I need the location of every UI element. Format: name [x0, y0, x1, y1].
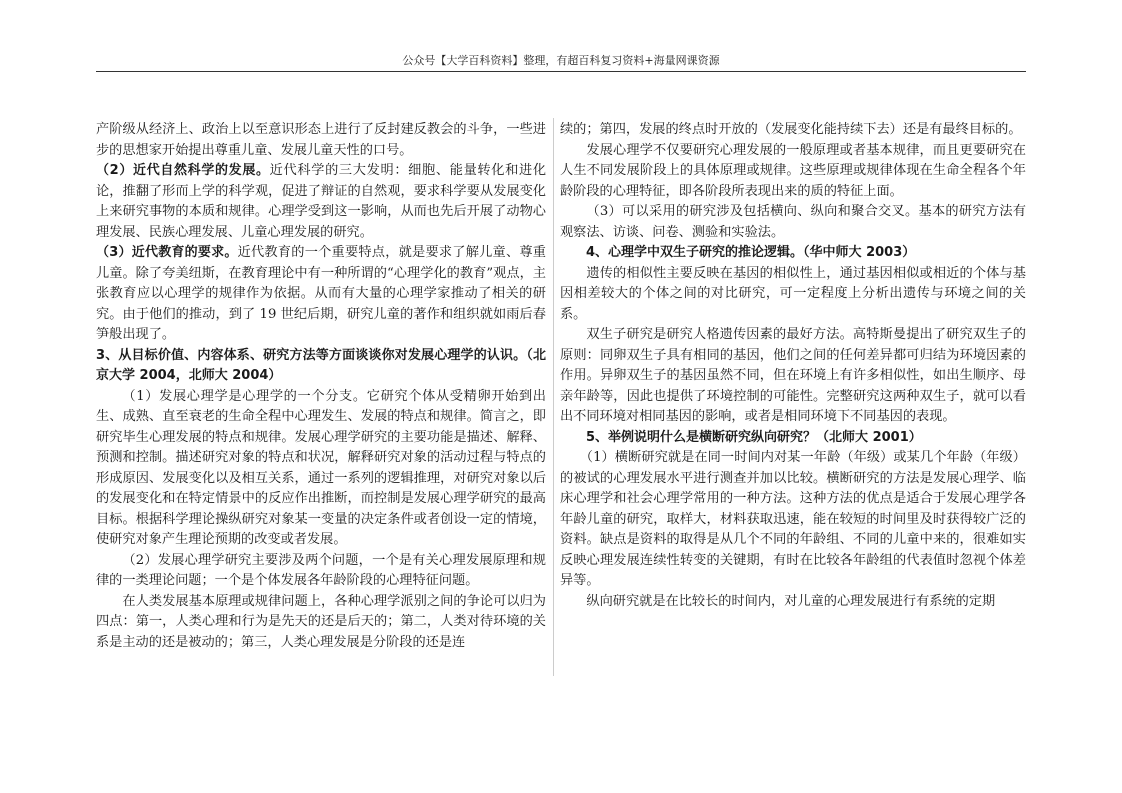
header-rule: [96, 71, 1026, 72]
paragraph: [96, 243, 546, 346]
paragraph: （2）发展心理学研究主要涉及两个问题，一个是有关心理发展原理和规律的一类理论问题；一个是个体发展各年龄阶段的心理特征问题。: [96, 552, 546, 588]
paragraph: 遗传的相似性主要反映在基因的相似性上，通过基因相似或相近的个体与基因相差较大的个体之间的对比研究，可一定程度上分析出遗传与环境之间的关系。: [560, 265, 1026, 322]
paragraph-text: 近代教育的一个重要特点，就是要求了解儿童、尊重儿童。除了夸美纽斯，在教育理论中有一种所谓的“心理学化的教育”观点，主张教育应以心理学的规律作为依据。从而有大量的心理学家推动了相关的研究。由于他们的推动，到了 19 世纪后期，研究儿童的著作和组织就如雨后春笋般出现了。: [96, 245, 546, 342]
question-title: 4、心理学中双生子研究的推论逻辑。（华中师大 2003）: [586, 245, 916, 260]
paragraph: 纵向研究就是在比较长的时间内，对儿童的心理发展进行有系统的定期: [586, 593, 996, 609]
question-title: 5、举例说明什么是横断研究纵向研究？（北师大 2001）: [586, 429, 922, 445]
paragraph: （1）发展心理学是心理学的一个分支。它研究个体从受精卵开始到出生、成熟、直至衰老的生命全程中心理发生、发展的特点和规律。简言之，即研究毕生心理发展的特点和规律。发展心理学研究的主要功能是描述、解释、预测和控制。描述研究对象的特点和状况，解释研究对象的活动过程与特点的形成原因、发展变化以及相互关系，通过一系列的逻辑推理，对研究对象以后的发展变化和在特定情景中的反应作出推断，而控制是发展心理学研究的最高目标。根据科学理论操纵研究对象某一变量的决定条件或者创设一定的情境，使研究对象产生理论预期的改变或者发展。: [96, 388, 546, 547]
page-header: 公众号【大学百科资料】整理，有超百科复习资料+海量网课资源: [402, 54, 720, 67]
paragraph: （1）横断研究就是在同一时间内对某一年龄（年级）或某几个年龄（年级）的被试的心理发展水平进行测查并加以比较。横断研究的方法是发展心理学、临床心理学和社会心理学常用的一种方法。这种方法的优点是适合于发展心理学各年龄儿童的研究，取样大，材料获取迅速，能在较短的时间里及时获得较广泛的资料。缺点是资料的取得是从几个不同的年龄组、不同的儿童中来的，很难如实反映心理发展连续性转变的关键期，有时在比较各年龄组的代表值时忽视个体差异等。: [560, 450, 1026, 588]
paragraph: 续的；第四，发展的终点时开放的（发展变化能持续下去）还是有最终目标的。: [560, 122, 1022, 137]
left-column: [96, 120, 546, 653]
paragraph: （3）可以采用的研究涉及包括横向、纵向和聚合交叉。基本的研究方法有观察法、访谈、问卷、测验和实验法。: [560, 204, 1026, 240]
paragraph-text: 近代科学的三大发明：细胞、能量转化和进化论，推翻了形而上学的科学观，促进了辩证的自然观，要求科学要从发展变化上来研究事物的本质和规律。心理学受到这一影响，从而也先后开展了动物心理发展、民族心理发展、儿童心理发展的研究。: [96, 163, 547, 240]
paragraph: 在人类发展基本原理或规律问题上，各种心理学派别之间的争论可以归为四点：第一，人类心理和行为是先天的还是后天的；第二，人类对待环境的关系是主动的还是被动的；第三，人类心理发展是分阶段的还是连: [96, 593, 546, 650]
paragraph: 产阶级从经济上、政治上以至意识形态上进行了反封建反教会的斗争，一些进步的思想家开始提出尊重儿童、发展儿童天性的口号。: [96, 122, 546, 158]
paragraph: 发展心理学不仅要研究心理发展的一般原理或者基本规律，而且更要研究在人生不同发展阶段上的具体原理或规律。这些原理或规律体现在生命全程各个年龄阶段的心理特征，即各阶段所表现出来的质的特征上面。: [560, 142, 1026, 199]
paragraph: 双生子研究是研究人格遗传因素的最好方法。高特斯曼提出了研究双生子的原则：同卵双生子具有相同的基因，他们之间的任何差异都可归结为环境因素的作用。异卵双生子的基因虽然不同，但在环境上有许多相似性，如出生顺序、母亲年龄等，因此也提供了环境控制的可能性。完整研究这两种双生子，就可以看出不同环境对相同基因的影响，或者是相同环境下不同基因的表现。: [560, 327, 1026, 424]
paragraph: [96, 161, 546, 243]
section-heading: （3）近代教育的要求。: [96, 245, 238, 260]
section-heading: （2）近代自然科学的发展。: [96, 163, 270, 178]
column-divider: [553, 118, 554, 676]
question-title: 3、从目标价值、内容体系、研究方法等方面谈谈你对发展心理学的认识。（北京大学 2004，北师大 2004）: [96, 347, 546, 383]
right-column: [560, 120, 1026, 612]
